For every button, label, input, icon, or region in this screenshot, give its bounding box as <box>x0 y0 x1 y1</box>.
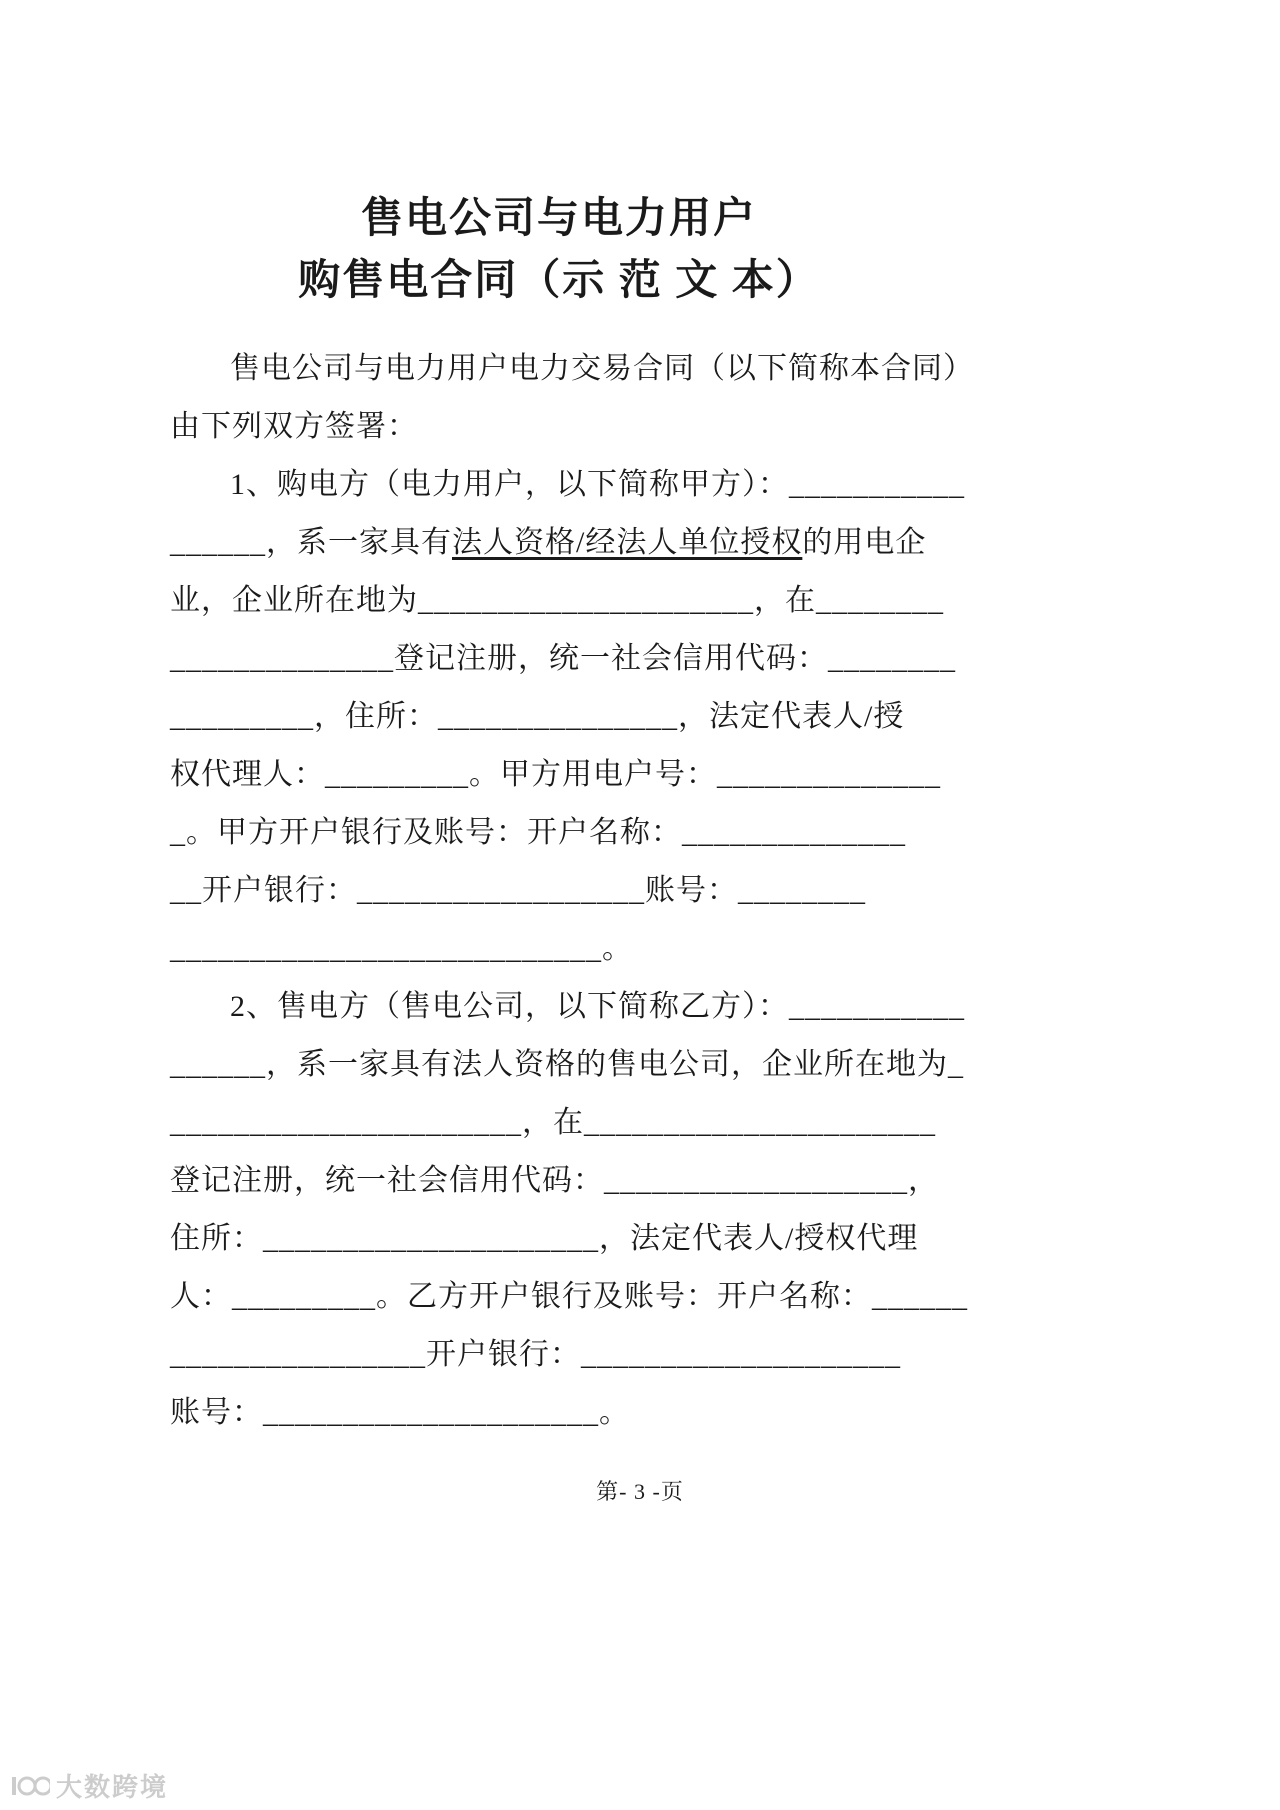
dashu-kuajing-logo-icon <box>10 1773 50 1799</box>
page-number: 第- 3 -页 <box>596 1479 684 1504</box>
line-text: 账号：_____________________。 <box>170 1396 630 1429</box>
document-title-line1: 售电公司与电力用户 <box>360 196 757 242</box>
line-text: 售电公司与电力用户电力交易合同（以下简称本合同） <box>230 352 974 385</box>
document-line <box>170 572 948 630</box>
document-line <box>170 978 965 1036</box>
document-line <box>170 1210 948 1268</box>
line-text: __开户银行：__________________账号：________ <box>170 874 866 907</box>
line-text: 2、售电方（售电公司，以下简称乙方）：___________ <box>230 990 965 1023</box>
document-line <box>170 920 948 978</box>
document-line <box>170 746 948 804</box>
line-text: ___________________________。 <box>170 932 633 965</box>
line-text: 住所：_____________________，法定代表人/授权代理 <box>170 1222 919 1255</box>
document-content <box>170 188 974 1442</box>
document-line <box>170 1326 948 1384</box>
line-text: 人：_________。乙方开户银行及账号：开户名称：______ <box>170 1280 968 1313</box>
document-line <box>170 1268 968 1326</box>
document-line <box>170 1384 948 1442</box>
watermark <box>10 1767 168 1804</box>
document-line <box>170 804 948 862</box>
line-text: _。甲方开户银行及账号：开户名称：______________ <box>170 816 906 849</box>
document-body <box>170 340 974 1442</box>
watermark-text: 大数跨境 <box>56 1773 169 1802</box>
line-text: 权代理人：_________。甲方用电户号：______________ <box>170 758 941 791</box>
document-line <box>170 1152 948 1210</box>
line-text: 的用电企 <box>802 526 927 559</box>
line-text: ______，系一家具有 <box>170 526 452 559</box>
line-text: ________________开户银行：____________________ <box>170 1338 901 1371</box>
line-text: 登记注册，统一社会信用代码：___________________， <box>170 1164 939 1197</box>
document-title-line2: 购售电合同（示 范 文 本） <box>298 258 820 304</box>
line-text: 业，企业所在地为_____________________，在________ <box>170 584 944 617</box>
document-line <box>170 1036 964 1094</box>
document-line <box>170 688 948 746</box>
document-line <box>170 862 948 920</box>
line-text: 由下列双方签署： <box>170 410 418 443</box>
document-line <box>170 340 974 398</box>
document-line <box>170 1094 948 1152</box>
line-text: ______，系一家具有法人资格的售电公司，企业所在地为_ <box>170 1048 964 1081</box>
document-line <box>170 630 956 688</box>
document-line <box>170 398 948 456</box>
line-text: ______________登记注册，统一社会信用代码：________ <box>170 642 956 675</box>
line-text: 1、购电方（电力用户，以下简称甲方）：___________ <box>230 468 965 501</box>
underlined-phrase: 法人资格/经法人单位授权 <box>452 526 803 559</box>
document-line <box>170 456 965 514</box>
document-line <box>170 514 948 572</box>
line-text: ______________________，在______________________ <box>170 1106 936 1139</box>
line-text: _________，住所：_______________，法定代表人/授 <box>170 700 905 733</box>
